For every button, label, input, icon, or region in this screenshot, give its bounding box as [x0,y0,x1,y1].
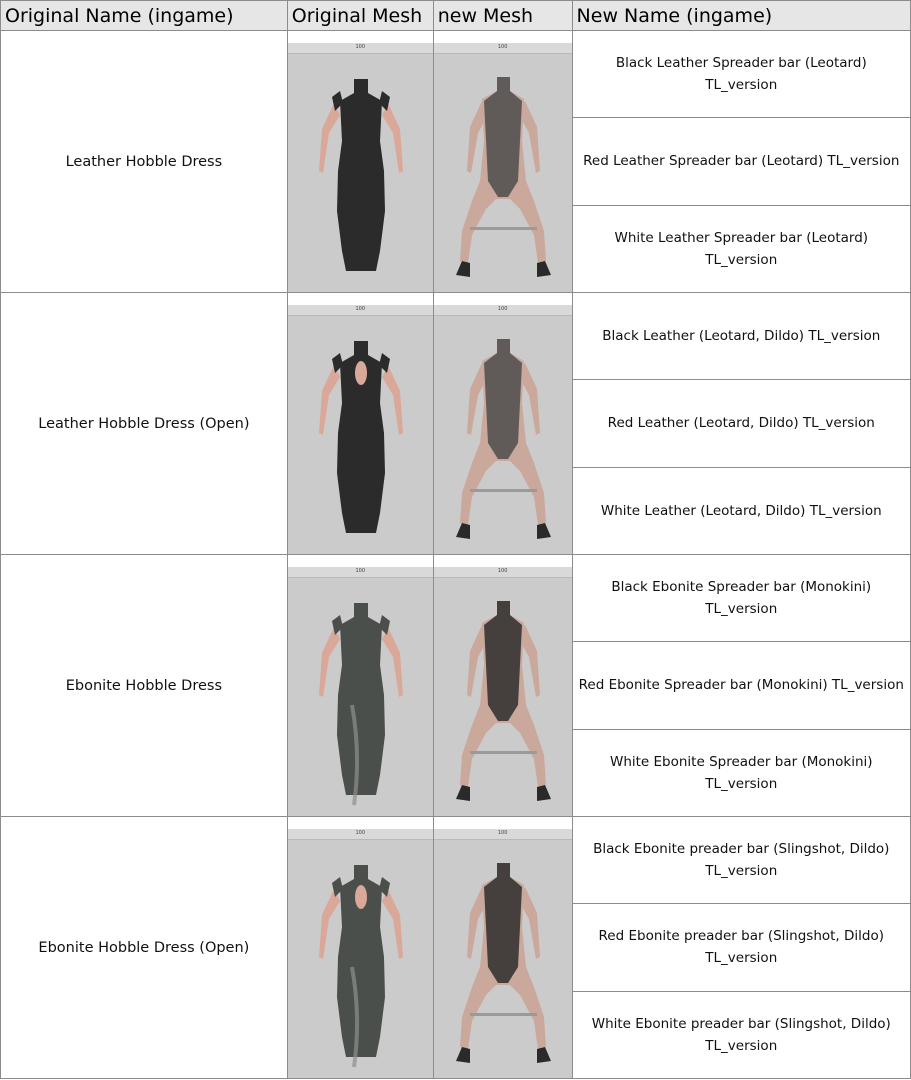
header-new-mesh[interactable]: new Mesh [433,1,572,31]
dress-mesh-figure [288,293,433,554]
table-row [1,555,911,642]
spreader-mesh-figure [434,817,572,1078]
spreader-mesh-figure [434,293,572,554]
new-name-cell[interactable]: Red Leather (Leotard, Dildo) TL_version [572,380,910,467]
new-mesh-preview [434,555,572,816]
original-name-cell[interactable]: Ebonite Hobble Dress (Open) [1,817,288,1079]
table-row [1,293,911,380]
header-original-name[interactable]: Original Name (ingame) [1,1,288,31]
zoom-label: 100 [355,306,366,312]
new-name-cell[interactable]: Red Leather Spreader bar (Leotard) TL_version [572,118,910,205]
zoom-label: 100 [355,44,366,50]
table-row [1,31,911,118]
original-mesh-cell[interactable] [287,817,433,1079]
original-mesh-preview [288,293,433,554]
original-mesh-cell[interactable] [287,31,433,293]
new-name-cell[interactable]: Red Ebonite preader bar (Slingshot, Dildo) TL_version [572,904,910,991]
new-mesh-preview [434,31,572,292]
zoom-label: 100 [355,830,366,836]
new-name-cell[interactable]: Black Leather Spreader bar (Leotard) TL_version [572,31,910,118]
table-row [1,817,911,904]
original-name-cell[interactable]: Leather Hobble Dress [1,31,288,293]
dress-mesh-figure [288,555,433,816]
new-mesh-cell[interactable] [433,817,572,1079]
header-new-name[interactable]: New Name (ingame) [572,1,910,31]
new-name-cell[interactable]: White Leather (Leotard, Dildo) TL_version [572,467,910,554]
new-mesh-preview [434,293,572,554]
new-name-cell[interactable]: Red Ebonite Spreader bar (Monokini) TL_version [572,642,910,729]
new-name-cell[interactable]: White Ebonite Spreader bar (Monokini) TL_version [572,729,910,816]
header-original-mesh[interactable]: Original Mesh [287,1,433,31]
original-mesh-cell[interactable] [287,555,433,817]
new-mesh-preview [434,817,572,1078]
new-mesh-cell[interactable] [433,293,572,555]
zoom-label: 100 [497,568,508,574]
zoom-label: 100 [497,44,508,50]
zoom-label: 100 [497,306,508,312]
original-mesh-preview [288,817,433,1078]
original-name-cell[interactable]: Ebonite Hobble Dress [1,555,288,817]
dress-mesh-figure [288,31,433,292]
spreader-mesh-figure [434,31,572,292]
zoom-label: 100 [497,830,508,836]
original-name-cell[interactable]: Leather Hobble Dress (Open) [1,293,288,555]
new-name-cell[interactable]: Black Leather (Leotard, Dildo) TL_version [572,293,910,380]
original-mesh-preview [288,555,433,816]
original-mesh-preview [288,31,433,292]
new-name-cell[interactable]: White Ebonite preader bar (Slingshot, Dildo) TL_version [572,991,910,1078]
dress-mesh-figure [288,817,433,1078]
new-mesh-cell[interactable] [433,31,572,293]
new-name-cell[interactable]: Black Ebonite preader bar (Slingshot, Dildo) TL_version [572,817,910,904]
new-name-cell[interactable]: Black Ebonite Spreader bar (Monokini) TL_version [572,555,910,642]
zoom-label: 100 [355,568,366,574]
original-mesh-cell[interactable] [287,293,433,555]
header-row [1,1,911,31]
new-mesh-cell[interactable] [433,555,572,817]
spreader-mesh-figure [434,555,572,816]
new-name-cell[interactable]: White Leather Spreader bar (Leotard) TL_version [572,205,910,292]
